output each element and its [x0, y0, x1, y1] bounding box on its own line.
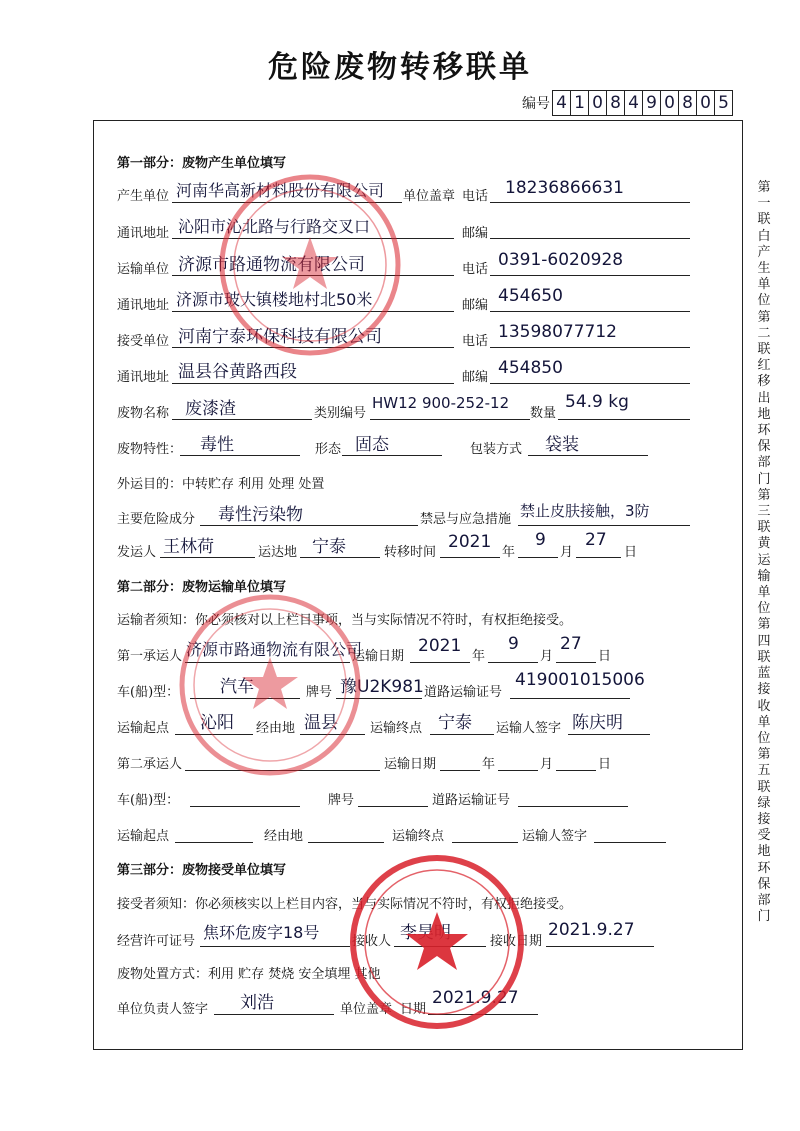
waste-name-underline [172, 419, 312, 420]
serial-digit: 4 [625, 91, 643, 115]
transfer-year-unit: 年 [502, 545, 516, 560]
serial-digit: 8 [607, 91, 625, 115]
serial-label: 编号 [522, 96, 550, 112]
receiver-address: 温县谷黄路西段 [178, 362, 297, 382]
transporter-label: 运输单位 [117, 262, 170, 277]
part1-heading: 第一部分：废物产生单位填写 [117, 156, 287, 171]
property-value: 毒性 [200, 435, 234, 455]
transport2-day-underline [556, 770, 596, 771]
hazard-label: 主要危险成分 [117, 512, 196, 527]
transport2-year-unit: 年 [482, 757, 496, 772]
producer-phone: 18236866631 [505, 178, 624, 198]
vehicle-label: 车(船)型： [117, 685, 180, 700]
receiver-address-label: 通讯地址 [117, 370, 170, 385]
transport2-month-underline [498, 770, 538, 771]
package-label: 包装方式 [470, 442, 523, 457]
transporter-seal-stamp [170, 585, 370, 785]
serial-number [522, 90, 733, 116]
transfer-month: 9 [535, 530, 546, 550]
transport-year-underline [410, 662, 470, 663]
transport-day-underline [556, 662, 596, 663]
receiver-phone-label: 电话 [462, 334, 489, 349]
transfer-time-label: 转移时间 [384, 545, 437, 560]
transport-day-unit: 日 [598, 649, 612, 664]
purpose-options: 外运目的：中转贮存 利用 处理 处置 [117, 477, 325, 492]
receiver-postcode-underline [490, 383, 690, 384]
plate-value: 豫U2K981 [340, 677, 424, 697]
transporter-postcode-underline [490, 311, 690, 312]
package-value: 袋装 [545, 435, 579, 455]
transporter-phone: 0391-6020928 [498, 250, 624, 270]
transport-month-underline [488, 662, 538, 663]
transport-end-label: 运输终点 [370, 721, 423, 736]
via2-underline [308, 842, 384, 843]
transfer-day: 27 [585, 530, 607, 550]
receiver-address-underline [172, 383, 454, 384]
transport2-end-underline [452, 842, 518, 843]
producer-postcode-underline [490, 238, 690, 239]
plate-label-2: 牌号 [328, 793, 355, 808]
transfer-day-underline [576, 557, 621, 558]
license-label: 经营许可证号 [117, 934, 196, 949]
serial-digit: 0 [661, 91, 679, 115]
transport-notice: 运输者须知：你必须核对以上栏目事项，当与实际情况不符时，有权拒绝接受。 [117, 613, 573, 628]
recipient-label: 接收人 [352, 934, 392, 949]
serial-digit: 5 [718, 93, 729, 113]
producer-postcode-label: 邮编 [462, 226, 489, 241]
hazard-underline [200, 525, 418, 526]
transport-date-label-2: 运输日期 [384, 757, 437, 772]
receive-notice: 接受者须知：你必须核实以上栏目内容，当与实际情况不符时，有权拒绝接受。 [117, 897, 573, 912]
property-label: 废物特性： [117, 442, 183, 457]
permit-underline [510, 698, 630, 699]
category-value: HW12 900-252-12 [372, 394, 510, 412]
quantity-underline [558, 419, 690, 420]
receive-date-label: 接收日期 [490, 934, 543, 949]
sender-signature: 王林荷 [163, 537, 214, 557]
transporter-postcode-label: 邮编 [462, 298, 489, 313]
permit-value: 419001015006 [515, 670, 645, 690]
transport-signer-value: 陈庆明 [572, 713, 623, 733]
emergency-underline [518, 525, 690, 526]
transport-month: 9 [508, 634, 519, 654]
serial-digit: 0 [589, 91, 607, 115]
form-label: 形态 [315, 442, 342, 457]
transport-end-label-2: 运输终点 [392, 829, 445, 844]
receiver-phone-underline [490, 347, 690, 348]
destination-label: 运达地 [258, 545, 298, 560]
transporter-postcode: 454650 [498, 286, 563, 306]
serial-digit: 4 [553, 91, 571, 115]
transport2-year-underline [440, 770, 480, 771]
carrier1-label: 第一承运人 [117, 649, 183, 664]
permit-label-2: 道路运输证号 [432, 793, 511, 808]
transport2-start-underline [175, 842, 253, 843]
via-label: 经由地 [256, 721, 296, 736]
transport-start-label-2: 运输起点 [117, 829, 170, 844]
permit2-underline [518, 806, 628, 807]
serial-digit: 8 [679, 91, 697, 115]
transport-signer-label: 运输人签字 [496, 721, 562, 736]
via-value: 温县 [304, 713, 338, 733]
waste-name-label: 废物名称 [117, 406, 170, 421]
emergency-value: 禁止皮肤接触，3防 [520, 502, 650, 520]
transporter-phone-underline [490, 275, 690, 276]
via-label-2: 经由地 [264, 829, 304, 844]
sign-date-label: 日期 [400, 1002, 427, 1017]
serial-digit: 1 [571, 91, 589, 115]
phone-underline [490, 202, 690, 203]
recipient-value: 李昊明 [400, 923, 451, 943]
destination-underline [300, 557, 380, 558]
sender-label: 发运人 [117, 545, 157, 560]
receiver-seal-stamp [345, 850, 530, 1035]
emergency-label: 禁忌与应急措施 [420, 512, 512, 527]
plate2-underline [358, 806, 428, 807]
document-title: 危险废物转移联单 [268, 50, 532, 85]
property-underline [180, 455, 300, 456]
head-signature-underline [214, 1014, 334, 1015]
serial-digit: 0 [697, 91, 715, 115]
plate-label: 牌号 [306, 685, 333, 700]
category-label: 类别编号 [314, 406, 367, 421]
receiver-value: 河南宁泰环保科技有限公司 [178, 327, 382, 347]
producer-label: 产生单位 [117, 189, 170, 204]
disposal-options: 废物处置方式：利用 贮存 焚烧 安全填埋 其他 [117, 967, 381, 982]
license-underline [200, 946, 350, 947]
receive-date-value: 2021.9.27 [548, 920, 635, 940]
permit-label: 道路运输证号 [424, 685, 503, 700]
waste-name-value: 废漆渣 [185, 399, 236, 419]
transporter-phone-label: 电话 [462, 262, 489, 277]
license-value: 焦环危废字18号 [203, 923, 320, 942]
quantity-label: 数量 [530, 406, 557, 421]
transport-day: 27 [560, 634, 582, 654]
vehicle-value: 汽车 [220, 677, 254, 697]
serial-digit-boxes [552, 90, 733, 116]
unit-seal-label: 单位盖章 [340, 1002, 393, 1017]
head-signature-value: 刘浩 [240, 993, 274, 1013]
part2-heading: 第二部分：废物运输单位填写 [117, 580, 287, 595]
transport-date-label: 运输日期 [352, 649, 405, 664]
sender-underline [160, 557, 255, 558]
receive-date-underline [546, 946, 654, 947]
head-signature-label: 单位负责人签字 [117, 1002, 209, 1017]
sign-date-value: 2021.9.27 [432, 988, 519, 1008]
transport-start-label: 运输起点 [117, 721, 170, 736]
receiver-postcode: 454850 [498, 358, 563, 378]
vehicle-label-2: 车(船)型： [117, 793, 180, 808]
serial-digit: 9 [643, 91, 661, 115]
producer-address-label: 通讯地址 [117, 226, 170, 241]
form-value: 固态 [355, 435, 389, 455]
seal-label: 单位盖章 [403, 189, 456, 204]
producer-seal-stamp [210, 165, 410, 365]
transfer-year: 2021 [448, 532, 492, 552]
transport-end-underline [430, 734, 494, 735]
transporter-address-label: 通讯地址 [117, 298, 170, 313]
transfer-month-underline [518, 557, 558, 558]
transport-signer-label-2: 运输人签字 [522, 829, 588, 844]
transporter-address: 济源市玻大镇楼地村北50米 [176, 290, 373, 309]
copy-distribution-text: 第一联白产生单位 第二联红移出地环保部门 第三联黄运输单位 第四联蓝接收单位 第五联绿接受地环保部门 [757, 180, 771, 925]
package-underline [528, 455, 648, 456]
carrier1-value: 济源市路通物流有限公司 [186, 640, 363, 659]
receiver-postcode-label: 邮编 [462, 370, 489, 385]
transport-year-unit: 年 [472, 649, 486, 664]
transport-month-unit: 月 [540, 649, 554, 664]
part3-heading: 第三部分：废物接受单位填写 [117, 863, 287, 878]
transport-start-value: 沁阳 [200, 713, 234, 733]
transport-year: 2021 [418, 636, 462, 656]
transporter-value: 济源市路通物流有限公司 [178, 255, 365, 275]
carrier2-label: 第二承运人 [117, 757, 183, 772]
phone-label: 电话 [462, 189, 489, 204]
form-underline [342, 455, 442, 456]
transport2-day-unit: 日 [598, 757, 612, 772]
transfer-month-unit: 月 [560, 545, 574, 560]
transport-signer-underline [568, 734, 650, 735]
category-underline [370, 419, 530, 420]
producer-address: 沁阳市沁北路与行路交叉口 [178, 217, 371, 236]
receiver-label: 接受单位 [117, 334, 170, 349]
transfer-year-underline [440, 557, 500, 558]
transport2-signer-underline [594, 842, 666, 843]
receiver-phone: 13598077712 [498, 322, 617, 342]
destination-value: 宁泰 [312, 537, 346, 557]
hazard-value: 毒性污染物 [218, 505, 303, 525]
quantity-value: 54.9 kg [565, 392, 629, 412]
vehicle2-underline [190, 806, 300, 807]
transfer-day-unit: 日 [624, 545, 638, 560]
transport2-month-unit: 月 [540, 757, 554, 772]
transport-end-value: 宁泰 [438, 713, 472, 733]
producer-value: 河南华高新材料股份有限公司 [176, 181, 385, 200]
